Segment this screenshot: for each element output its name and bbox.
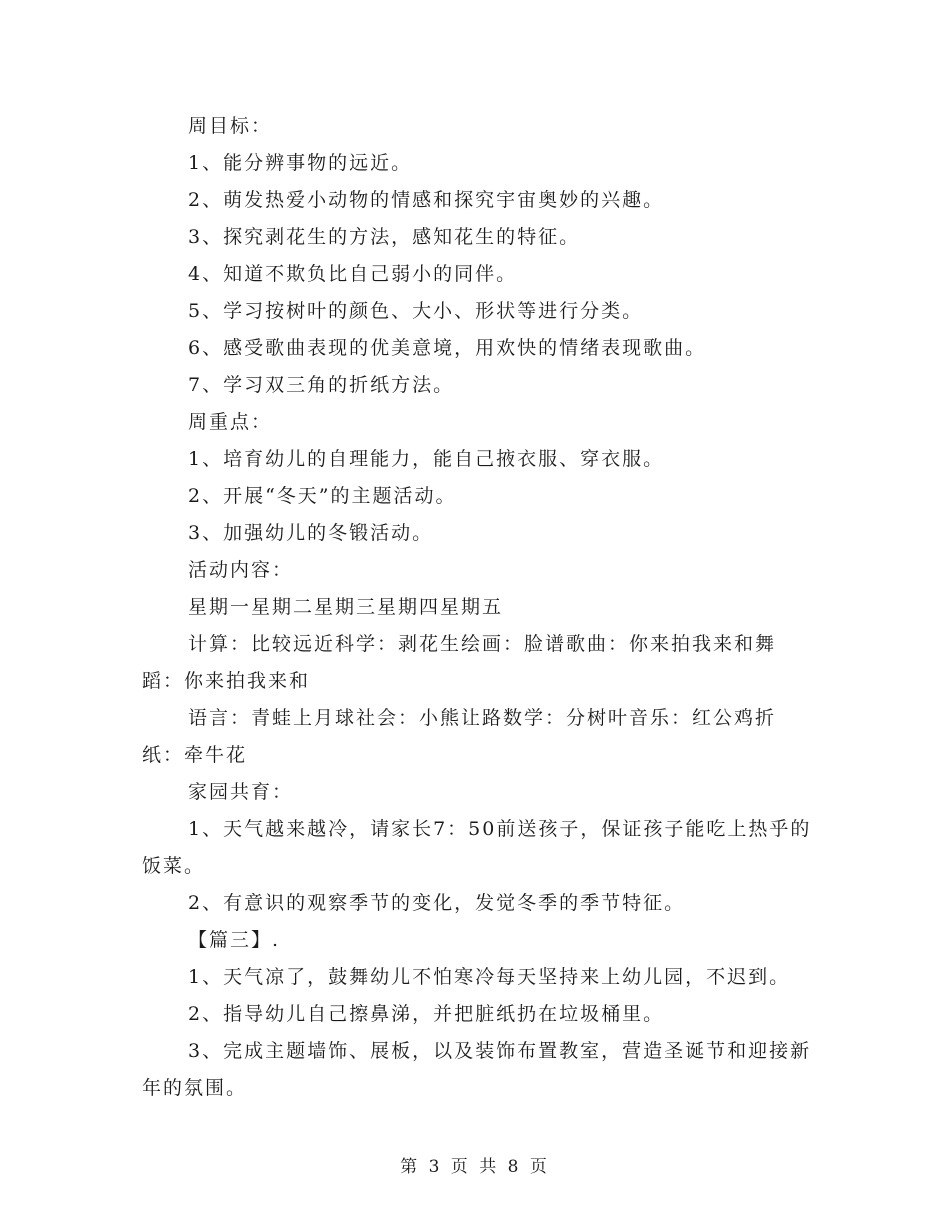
- document-body: [142, 108, 812, 1107]
- weekday-row: 星期一星期二星期三星期四星期五: [188, 596, 504, 618]
- heading-week-goals: 周目标：: [188, 115, 273, 137]
- activity-row-2: 语言：青蛙上月球社会：小熊让路数学：分树叶音乐：红公鸡折纸：牵牛花: [142, 707, 777, 766]
- heading-activities: 活动内容：: [188, 559, 294, 581]
- focus-item-2: 2、开展“冬天”的主题活动。: [188, 485, 457, 507]
- heading-home-school: 家园共育：: [188, 781, 294, 803]
- home-item-1: 1、天气越来越冷，请家长7：50前送孩子，保证孩子能吃上热乎的饭菜。: [142, 818, 812, 877]
- goal-item-3: 3、探究剥花生的方法，感知花生的特征。: [188, 226, 581, 248]
- goal-item-2: 2、萌发热爱小动物的情感和探究宇宙奥妙的兴趣。: [188, 189, 665, 211]
- focus-item-3: 3、加强幼儿的冬锻活动。: [188, 522, 434, 544]
- goal-item-7: 7、学习双三角的折纸方法。: [188, 374, 455, 396]
- part-three-item-2: 2、指导幼儿自己擦鼻涕，并把脏纸扔在垃圾桶里。: [188, 1003, 665, 1025]
- activity-row-1: 计算：比较远近科学：剥花生绘画：脸谱歌曲：你来拍我来和舞蹈：你来拍我来和: [142, 633, 777, 692]
- part-three-item-3: 3、完成主题墙饰、展板，以及装饰布置教室，营造圣诞节和迎接新年的氛围。: [142, 1040, 812, 1099]
- part-three-item-1: 1、天气凉了，鼓舞幼儿不怕寒冷每天坚持来上幼儿园，不迟到。: [188, 966, 791, 988]
- heading-week-focus: 周重点：: [188, 411, 273, 433]
- goal-item-5: 5、学习按树叶的颜色、大小、形状等进行分类。: [188, 300, 644, 322]
- section-heading-part-three: 【篇三】.: [188, 929, 281, 951]
- goal-item-1: 1、能分辨事物的远近。: [188, 152, 413, 174]
- home-item-2: 2、有意识的观察季节的变化，发觉冬季的季节特征。: [188, 892, 686, 914]
- goal-item-6: 6、感受歌曲表现的优美意境，用欢快的情绪表现歌曲。: [188, 337, 707, 359]
- page-number-footer: 第 3 页 共 8 页: [400, 1157, 550, 1177]
- goal-item-4: 4、知道不欺负比自己弱小的同伴。: [188, 263, 518, 285]
- focus-item-1: 1、培育幼儿的自理能力，能自己掖衣服、穿衣服。: [188, 448, 665, 470]
